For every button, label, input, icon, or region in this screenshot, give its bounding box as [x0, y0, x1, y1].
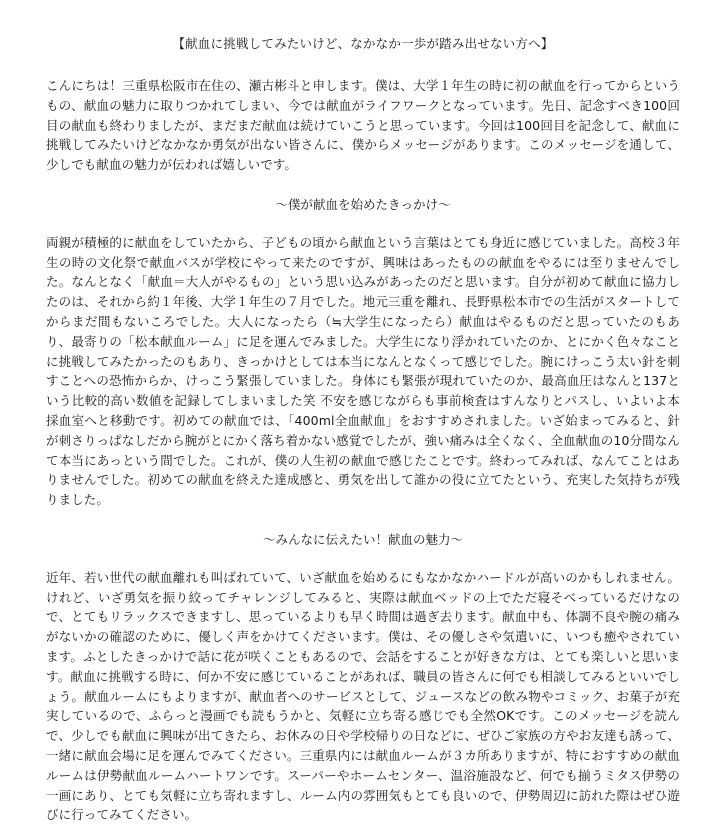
section-body-appeal: 近年、若い世代の献血離れも叫ばれていて、いざ献血を始めるにもなかなかハードルが高いのかもしれません。けれど、いざ勇気を振り絞ってチャレンジしてみると、実際は献血ベッドの上でただ寝そべっているだけなので、とてもリラックスできますし、思っているよりも早く時間は過ぎ去ります。献血中も、体調不良や腕の痛みがないかの確認のために、優しく声をかけてくださいます。僕は、その優しさや気遣いに、いつも癒やされています。ふとしたきっかけで話に花が咲くこともあるので、会話をすることが好きな方は、とても楽しいと思います。献血に挑戦する時に、何か不安に感じていることがあれば、職員の皆さんに何でも相談してみるといいでしょう。献血ルームにもよりますが、献血者へのサービスとして、ジュースなどの飲み物やコミック、お菓子が充実しているので、ふらっと漫画でも読もうかと、気軽に立ち寄る感じでも全然OKです。このメッセージを読んで、少しでも献血に興味が出てきたら、お休みの日や学校帰りの日などに、ぜひご家族の方やお友達も誘って、一緒に献血会場に足を運んでみてください。三重県内には献血ルームが３カ所ありますが、特におすすめの献血ルームは伊勢献血ルームハートワンです。スーパーやホームセンター、温浴施設など、何でも揃うミタス伊勢の一画にあり、とても気軽に立ち寄れますし、ルーム内の雰囲気もとても良いので、伊勢周辺に訪れた際はぜひ遊びに行ってみてください。: [46, 569, 680, 823]
section-heading-appeal: ～みんなに伝えたい！献血の魅力～: [262, 531, 463, 547]
document-title: 【献血に挑戦してみたいけど、なかなか一歩が踏み出せない方へ】: [172, 36, 554, 51]
section-heading-motivation: ～僕が献血を始めたきっかけ～: [275, 196, 451, 212]
intro-paragraph: こんにちは！三重県松阪市在住の、瀬古彬斗と申します。僕は、大学１年生の時に初の献血を行ってからというもの、献血の魅力に取りつかれてしまい、今では献血がライフワークとなっています。先日、記念すべき100回目の献血も終わりましたが、まだまだ献血は続けていこうと思っています。今回は100回目を記念して、献血に挑戦してみたいけどなかなか勇気が出ない皆さんに、僕からメッセージがあります。このメッセージを通して、少しでも献血の魅力が伝われば嬉しいです。: [46, 78, 680, 173]
section-body-motivation: 両親が積極的に献血をしていたから、子どもの頃から献血という言葉はとても身近に感じていました。高校３年生の時の文化祭で献血バスが学校にやって来たのですが、興味はあったものの献血をやるには至りませんでした。なんとなく「献血＝大人がやるもの」という思い込みがあったのだと思います。自分が初めて献血に協力したのは、それから約１年後、大学１年生の７月でした。地元三重を離れ、長野県松本市での生活がスタートしてからまだ間もないころでした。大人になったら（≒大学生になったら）献血はやるものだと思っていたのもあり、最寄りの「松本献血ルーム」に足を運んでみました。大学生になり浮かれていたのか、とにかく色々なことに挑戦してみたかったのもあり、きっかけとしては本当になんとなくって感じでした。腕にけっこう太い針を刺すことへの恐怖からか、けっこう緊張していました。身体にも緊張が現れていたのか、最高血圧はなんと137という比較的高い数値を記録してしまいました笑 不安を感じながらも事前検査はすんなりとパスし、いよいよ本採血室へと移動です。初めての献血では、「400ml全血献血」をおすすめされました。いざ始まってみると、針が刺さりっぱなしだから腕がとにかく落ち着かない感覚でしたが、強い痛みは全くなく、全血献血の10分間なんて本当にあっという間でした。これが、僕の人生初の献血で感じたことです。終わってみれば、なんてことはありませんでした。初めての献血を終えた達成感と、勇気を出して誰かの役に立てたという、充実した気持ちが残りました。: [46, 234, 680, 508]
